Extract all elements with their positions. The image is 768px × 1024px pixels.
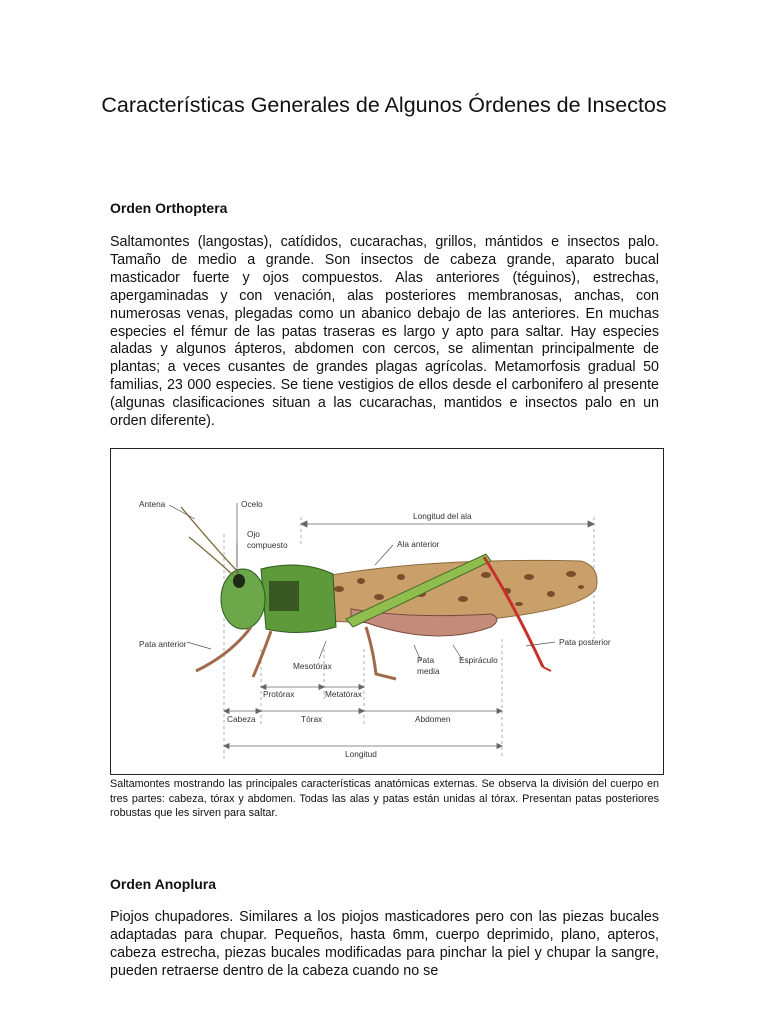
label-ocelo: Ocelo (241, 499, 263, 509)
grasshopper-illustration (181, 507, 597, 679)
section-heading-anoplura: Orden Anoplura (110, 876, 217, 892)
label-abdomen: Abdomen (415, 714, 451, 724)
figure-caption: Saltamontes mostrando las principales características anatómicas externas. Se observa la división del cuerpo en tres partes: cabeza, tórax y abdomen. Todas las alas y patas están unidas al tórax. Presentan patas posteriores robustas que les sirven para saltar. (110, 778, 659, 819)
label-longitud-ala: Longitud del ala (413, 511, 472, 521)
label-longitud: Longitud (345, 749, 377, 759)
section-paragraph-orthoptera: Saltamontes (langostas), catídidos, cucarachas, grillos, mántidos e insectos palo. Tamaño de medio a grande. Son insectos de cabeza grande, aparato bucal masticador fuerte y ojos compuestos. Alas anteriores (téguinos), estrechas, apergaminadas y con venación, alas posteriores membranosas, anchas, con numerosas venas, plegadas como un abanico debajo de las anteriores. En muchas especies el fémur de las patas traseras es largo y apto para saltar. Hay especies aladas y algunos ápteros, abdomen con cercos, se alimentan principalmente de plantas; a veces cusantes de grandes plagas agrícolas. Metamorfosis gradual 50 familias, 23 000 especies. Se tiene vestigios de ellos desde el carbonifero al presente (algunas clasificaciones situan a las cucarachas, mantidos e insectos palo en un orden diferente). (110, 234, 659, 430)
label-cabeza: Cabeza (227, 714, 256, 724)
label-ojo: Ojo (247, 529, 260, 539)
section-paragraph-anoplura: Piojos chupadores. Similares a los piojos masticadores pero con las piezas bucales adaptadas para chupar. Pequeños, hasta 6mm, cuerpo deprimido, plano, apteros, cabeza estrecha, piezas bucales modificadas para pinchar la piel y chupar la sangre, pueden retraerse dentro de la cabeza cuando no se (110, 909, 659, 979)
label-compuesto: compuesto (247, 540, 288, 550)
label-metatorax: Metatórax (325, 689, 362, 699)
label-media: media (417, 666, 440, 676)
label-protorax: Protórax (263, 689, 295, 699)
label-torax: Tórax (301, 714, 323, 724)
label-espiraculo: Espiráculo (459, 655, 498, 665)
grasshopper-diagram (111, 449, 663, 774)
label-ala-anterior: Ala anterior (397, 539, 440, 549)
section-heading-orthoptera: Orden Orthoptera (110, 200, 228, 216)
label-mesotorax: Mesotórax (293, 661, 332, 671)
grasshopper-figure (110, 448, 664, 775)
label-pata-posterior: Pata posterior (559, 637, 611, 647)
page-title: Características Generales de Algunos Órdenes de Insectos (101, 93, 667, 117)
label-pata-anterior: Pata anterior (139, 639, 187, 649)
label-antena: Antena (139, 499, 166, 509)
label-pata: Pata (417, 655, 435, 665)
